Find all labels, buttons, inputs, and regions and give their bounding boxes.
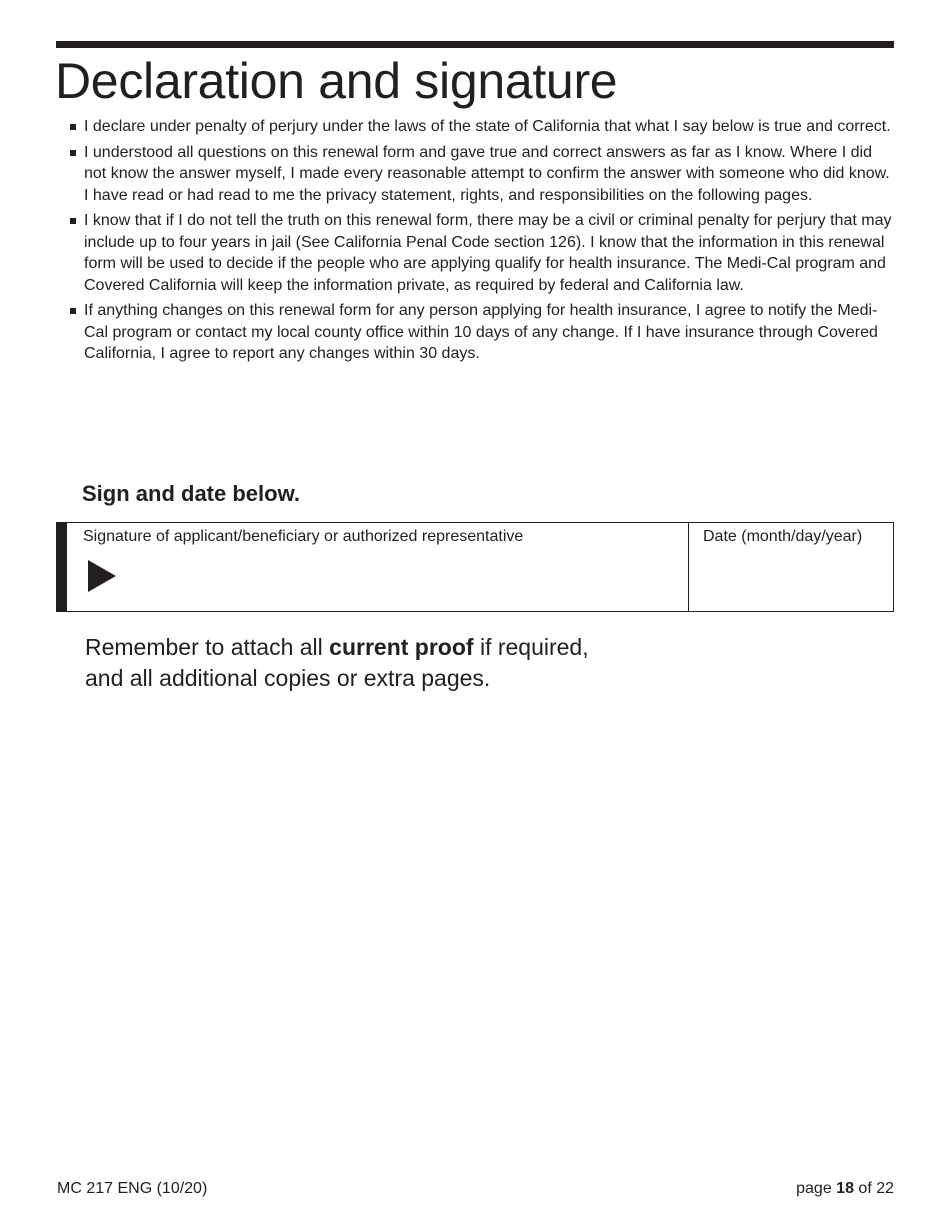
signature-box <box>56 522 894 612</box>
bullet-square-icon <box>70 150 76 156</box>
signature-field[interactable] <box>67 523 689 611</box>
reminder-line1-prefix: Remember to attach all <box>85 634 330 660</box>
page-prefix: page <box>796 1180 837 1197</box>
declaration-item <box>70 116 896 138</box>
declaration-text: I know that if I do not tell the truth on this renewal form, there may be a civil or criminal penalty for perjury that may include up to four years in jail (See California Penal Code section 126). I know that the information in this renewal form will be used to decide if the people who are applying qualify for health insurance. The Medi-Cal program and Covered California will keep the information private, as required by federal and California law. <box>84 212 892 294</box>
arrow-right-icon <box>88 560 116 592</box>
sign-heading: Sign and date below. <box>82 481 300 506</box>
declaration-item <box>70 300 896 365</box>
date-field[interactable] <box>689 523 893 611</box>
bullet-square-icon <box>70 218 76 224</box>
declaration-text: I understood all questions on this renewal form and gave true and correct answers as far as I know. Where I did not know the answer myself, I made every reasonable attempt to confirm the answer with someone who did know. I have read or had read to me the privacy statement, rights, and responsibilities on the following pages. <box>84 143 890 204</box>
page-number <box>796 1179 894 1199</box>
reminder-line1-suffix: if required, <box>473 634 589 660</box>
declaration-item <box>70 142 896 207</box>
form-id: MC 217 ENG (10/20) <box>57 1180 208 1197</box>
bullet-square-icon <box>70 308 76 314</box>
declaration-text: I declare under penalty of perjury under the laws of the state of California that what I say below is true and correct. <box>84 118 891 135</box>
bullet-square-icon <box>70 124 76 130</box>
top-rule <box>56 41 894 48</box>
page-current: 18 <box>836 1180 854 1197</box>
reminder-text <box>85 632 785 694</box>
reminder-line2: and all additional copies or extra pages. <box>85 665 491 691</box>
page-suffix: of 22 <box>853 1180 894 1197</box>
declaration-list <box>70 116 896 369</box>
page-title: Declaration and signature <box>55 53 618 109</box>
date-label: Date (month/day/year) <box>703 528 863 545</box>
signature-label: Signature of applicant/beneficiary or authorized representative <box>83 528 524 545</box>
reminder-emphasis: current proof <box>329 634 474 660</box>
declaration-item <box>70 210 896 296</box>
declaration-text: If anything changes on this renewal form for any person applying for health insurance, I agree to notify the Medi-Cal program or contact my local county office within 10 days of any change. If I have insurance through Covered California, I agree to report any changes within 30 days. <box>84 302 878 362</box>
